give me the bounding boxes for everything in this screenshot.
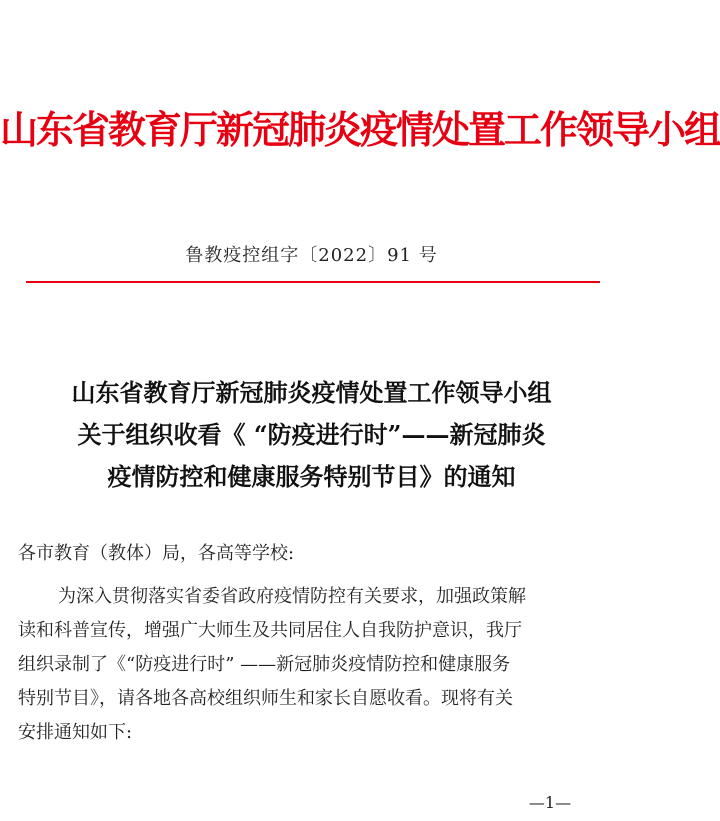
notice-title-line: 关于组织收看《 “防疫进行时”——新冠肺炎	[77, 420, 546, 449]
paragraph-line: 组织录制了《“防疫进行时” ——新冠肺炎疫情防控和健康服务	[18, 654, 511, 675]
notice-title-line: 疫情防控和健康服务特别节目》的通知	[107, 462, 516, 491]
issuing-authority-header: 山东省教育厅新冠肺炎疫情处置工作领导小组	[0, 107, 720, 152]
notice-title-line: 山东省教育厅新冠肺炎疫情处置工作领导小组	[71, 378, 552, 407]
body-paragraph	[18, 580, 608, 750]
page-number: —1—	[528, 793, 572, 812]
notice-title	[0, 372, 623, 498]
paragraph-line: 为深入贯彻落实省委省政府疫情防控有关要求，加强政策解	[58, 586, 526, 607]
document-number: 鲁教疫控组字〔2022〕91 号	[185, 245, 438, 266]
salutation: 各市教育（教体）局，各高等学校:	[18, 543, 295, 564]
paragraph-line: 读和科普宣传，增强广大师生及共同居住人自我防护意识，我厅	[18, 620, 522, 641]
paragraph-line: 安排通知如下:	[18, 722, 133, 743]
paragraph-line: 特别节目》，请各地各高校组织师生和家长自愿收看。现将有关	[18, 688, 513, 709]
red-divider-line	[26, 281, 600, 283]
